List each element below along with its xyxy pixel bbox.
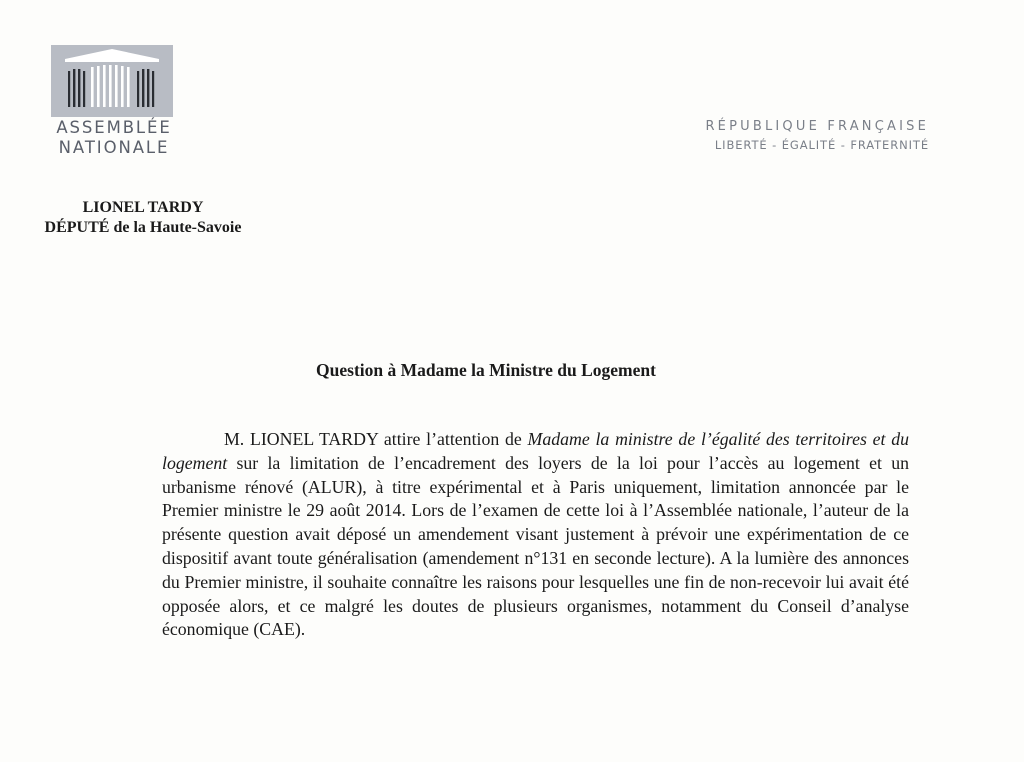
republique-header	[705, 118, 929, 154]
question-subject: Question à Madame la Ministre du Logement	[316, 360, 656, 380]
author-block	[30, 198, 256, 238]
devise-line: LIBERTÉ - ÉGALITÉ - FRATERNITÉ	[714, 138, 929, 152]
assemblee-logo	[51, 45, 173, 117]
logo-line-2: NATIONALE	[58, 138, 170, 157]
logo-line-1: ASSEMBLÉE	[56, 118, 172, 137]
body-rest: sur la limitation de l’encadrement des loyers de la loi pour l’accès au logement et un urbanisme rénové (ALUR), à titre expérimental et à Paris uniquement, limitation annoncée par le Premier ministre le 29 août 2014. Lors de l’examen de cette loi à l’Assemblée nationale, l’auteur de la présente question avait déposé un amendement visant justement à prévoir une expérimentation de ce dispositif avant toute généralisation (amendement n°131 en seconde lecture). A la lumière des annonces du Premier ministre, il souhaite connaître les raisons pour lesquelles une fin de non-recevoir lui avait été opposée alors, et ce malgré les doutes de plusieurs organismes, notamment du Conseil d’analyse économique (CAE).	[162, 452, 909, 640]
body-addressee: Madame la ministre de l’égalité des territoires et du logement	[162, 429, 909, 473]
republique-line: RÉPUBLIQUE FRANÇAISE	[705, 119, 929, 134]
author-name: LIONEL TARDY	[82, 199, 204, 216]
assemblee-building-icon	[51, 45, 173, 117]
body-lead: M. LIONEL TARDY attire l’attention de	[224, 429, 528, 449]
author-title: DÉPUTÉ de la Haute-Savoie	[44, 219, 242, 236]
question-body	[162, 428, 909, 642]
assemblee-wordmark	[49, 118, 179, 158]
